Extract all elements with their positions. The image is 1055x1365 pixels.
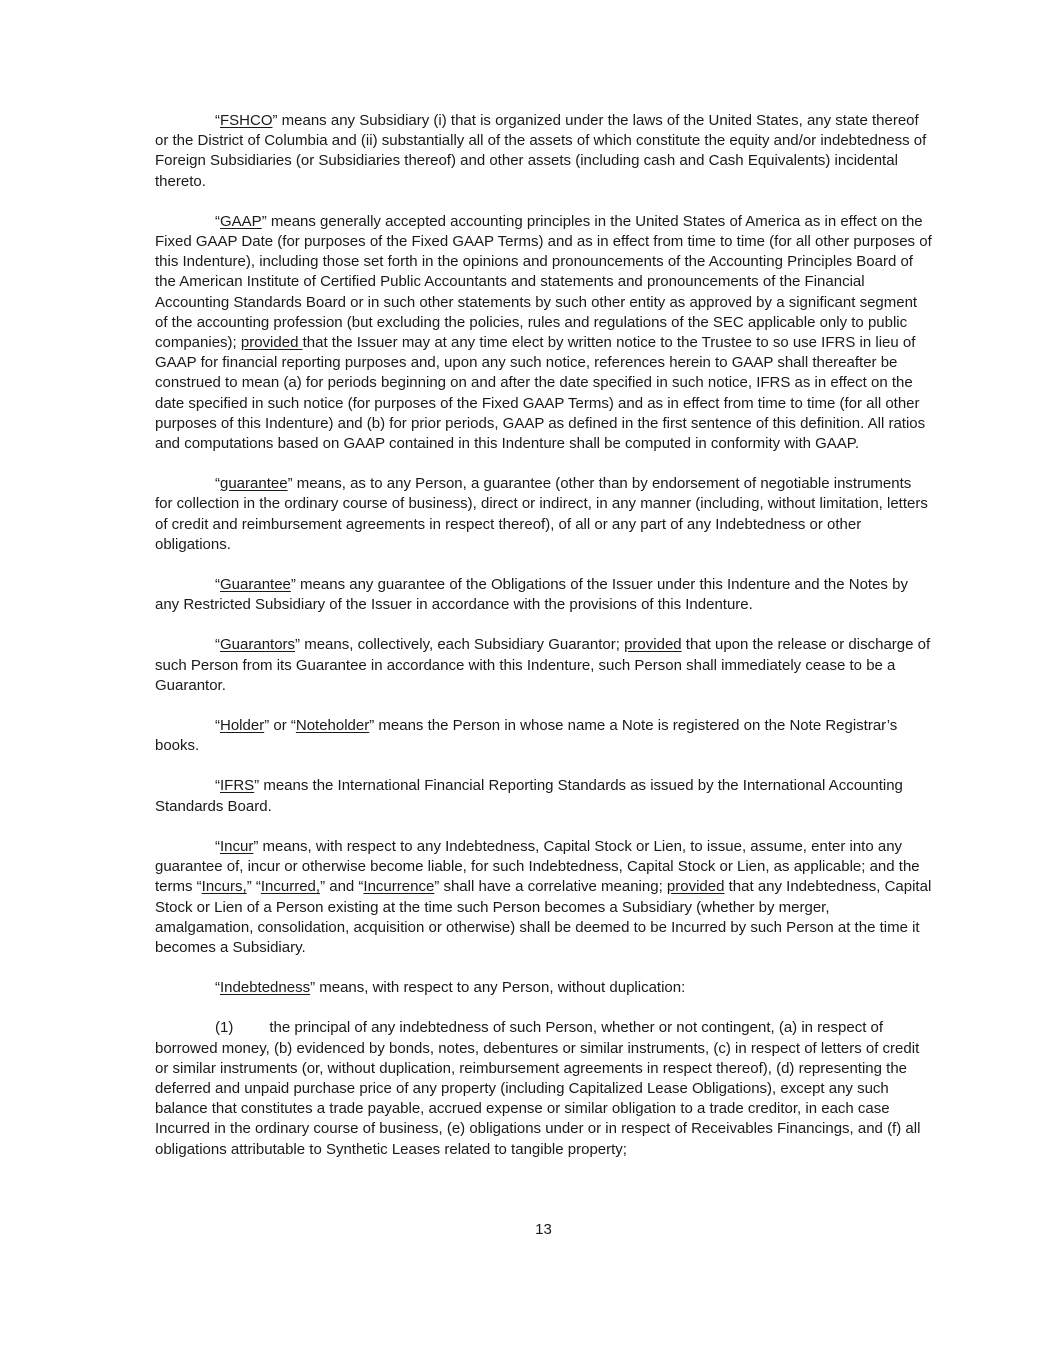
defined-term: provided (666, 878, 725, 896)
text-run: that the Issuer may at any time elect by written notice to the Trustee to so use IFRS in lieu of GAAP for financial reporting purposes and, upon any such notice, references herein to GAAP shall thereafter be construed to mean (a) for periods beginning on and after the date specified in such notice, IFRS as in effect on the date specified in such notice (for purposes of the Fixed GAAP Terms) and as in effect from time to time (for all other purposes of this Indenture) and (b) for prior periods, GAAP as defined in the first sentence of this definition. All ratios and computations based on GAAP contained in this Indenture shall be computed in conformity with GAAP. (155, 334, 926, 453)
paragraph (155, 978, 932, 998)
paragraph (155, 837, 932, 958)
text-run: ” means, collectively, each Subsidiary Guarantor; (295, 636, 625, 654)
paragraph (155, 474, 932, 555)
defined-term: Indebtedness (220, 979, 311, 997)
text-run: “ (215, 576, 220, 594)
text-run: ” or “ (264, 717, 296, 735)
defined-term: Guarantors (220, 636, 296, 654)
paragraph (155, 716, 932, 756)
defined-term: GAAP (220, 212, 262, 230)
text-run: ” means the Person in whose name a Note is registered on the Note Registrar’s books. (155, 717, 898, 755)
text-run: “ (215, 636, 220, 654)
text-run: ” means, with respect to any Person, without duplication: (310, 979, 686, 997)
paragraph (155, 111, 932, 192)
text-run: “ (215, 717, 220, 735)
text-run: “ (215, 979, 220, 997)
defined-term: FSHCO (220, 112, 273, 129)
paragraph (155, 212, 932, 454)
text-run: ” means, as to any Person, a guarantee (other than by endorsement of negotiable instruments for collection in the ordinary course of business), direct or indirect, in any manner (including, without limitation, letters of credit and reimbursement agreements in respect thereof), of all or any part of any Indebtedness or other obligations. (155, 475, 928, 553)
defined-term: provided (240, 334, 303, 352)
text-run: the principal of any indebtedness of such Person, whether or not contingent, (a) in respect of borrowed money, (b) evidenced by bonds, notes, debentures or similar instruments, (c) in respect of letters of credit or similar instruments (or, without duplication, reimbursement agreements in respect thereof), (d) representing the deferred and unpaid purchase price of any property (including Capitalized Lease Obligations), except any such balance that constitutes a trade payable, accrued expense or similar obligation to a trade creditor, in each case Incurred in the ordinary course of business, (e) obligations under or in respect of Receivables Financings, and (f) all obligations attributable to Synthetic Leases related to tangible property; (155, 1019, 921, 1158)
paragraph (155, 635, 932, 696)
defined-term: IFRS (220, 777, 255, 795)
text-run: ” means the International Financial Reporting Standards as issued by the International Accounting Standards Board. (155, 777, 903, 815)
text-run: ” means, with respect to any Indebtedness, Capital Stock or Lien, to issue, assume, enter into any guarantee of, incur or otherwise become liable, for such Indebtedness, Capital Stock or Lien, as applicable; and the terms “ (155, 837, 920, 896)
text-run: ” shall have a correlative meaning; (434, 878, 667, 896)
text-run: ” “ (246, 878, 261, 896)
defined-term: Incurred, (260, 878, 321, 896)
document-body (155, 111, 932, 1180)
text-run: ” and “ (320, 878, 364, 896)
text-run: “ (215, 475, 220, 493)
text-run: “ (215, 777, 220, 795)
paragraph (155, 575, 932, 615)
text-run: “ (215, 837, 220, 855)
paragraph (155, 776, 932, 816)
paragraph (155, 1018, 932, 1159)
page-number: 13 (535, 1221, 552, 1238)
text-run: ” means generally accepted accounting principles in the United States of America as in effect on the Fixed GAAP Date (for purposes of the Fixed GAAP Terms) and as in effect from time to time (for all other purposes of this Indenture), including those set forth in the opinions and pronouncements of the Accounting Principles Board of the American Institute of Certified Public Accountants and statements and pronouncements of the Financial Accounting Standards Board or in such other statements by such other entity as approved by a significant segment of the accounting profession (but excluding the policies, rules and regulations of the SEC applicable only to public companies); (155, 212, 932, 352)
text-run: “ (215, 212, 220, 230)
defined-term: Holder (220, 717, 265, 735)
text-run: ” means any guarantee of the Obligations of the Issuer under this Indenture and the Notes by any Restricted Subsidiary of the Issuer in accordance with the provisions of this Indenture. (155, 576, 908, 614)
defined-term: Noteholder (295, 717, 370, 735)
text-run: “ (215, 112, 220, 129)
text-run: ” means any Subsidiary (i) that is organized under the laws of the United States, any state thereof or the District of Columbia and (ii) substantially all of the assets of which constitute the equity and/or indebtedness of Foreign Subsidiaries (or Subsidiaries thereof) and other assets (including cash and Cash Equivalents) incidental thereto. (155, 112, 927, 190)
defined-term: Incurrence (363, 878, 435, 896)
text-run: that upon the release or discharge of such Person from its Guarantee in accordance with this Indenture, such Person shall immediately cease to be a Guarantor. (155, 636, 931, 694)
defined-term: Incur (220, 837, 254, 855)
text-run: that any Indebtedness, Capital Stock or Lien of a Person existing at the time such Person becomes a Subsidiary (whether by merger, amalgamation, consolidation, acquisition or otherwise) shall be deemed to be Incurred by such Person at the time it becomes a Subsidiary. (155, 878, 932, 956)
defined-term: provided (624, 636, 682, 654)
defined-term: Guarantee (220, 576, 291, 594)
defined-term: guarantee (220, 475, 288, 493)
defined-term: Incurs, (201, 878, 247, 896)
text-run: (1) (215, 1019, 234, 1037)
